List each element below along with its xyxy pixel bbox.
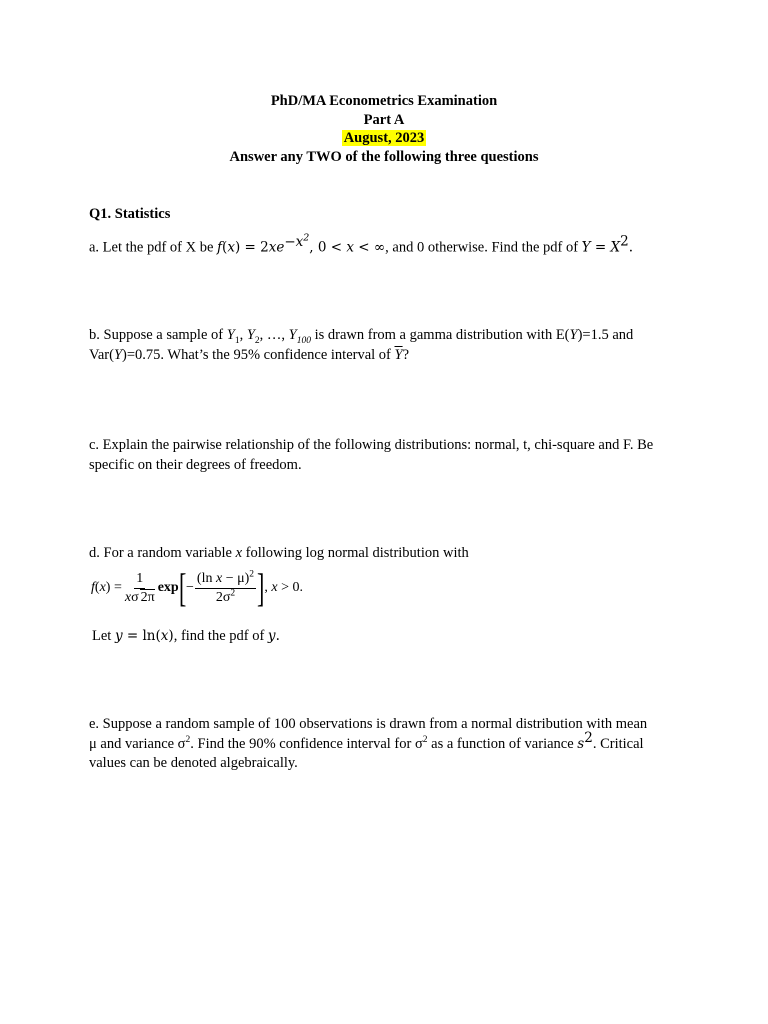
part-d-text-1: d. For a random variable xyxy=(89,545,236,561)
part-d-let: Let y = ln(x), find the pdf of y. xyxy=(92,628,280,644)
part-d-text-2: following log normal distribution with xyxy=(242,545,469,561)
part-d: d. For a random variable x following log normal distribution with xyxy=(89,545,469,561)
exam-date-line xyxy=(0,129,768,148)
part-d-let-text-1: Let xyxy=(92,628,115,644)
part-b-text-3: )=1.5 and xyxy=(577,327,634,343)
part-e-line-1: e. Suppose a random sample of 100 observations is drawn from a normal distribution with mean xyxy=(89,716,648,732)
part-b-text-1: b. Suppose a sample of xyxy=(89,327,227,343)
part-e: e. Suppose a random sample of 100 observations is drawn from a normal distribution with mean μ and variance $\sigma^2$. Find the 90% confidence interval for $\sigma^2$ as a function of variance $s^2$. Critical values can be denoted algebraically. xyxy=(89,716,648,771)
part-d-let-text-2: , find the pdf of xyxy=(173,628,268,644)
question-title: Q1. Statistics xyxy=(89,206,171,222)
part-a-text-2: , and 0 otherwise. Find the pdf of xyxy=(385,239,582,256)
part-b-text-5: )=0.75. What’s the 95% confidence interval of xyxy=(122,346,395,363)
part-e-line-3: values can be denoted algebraically. xyxy=(89,755,298,771)
exam-header xyxy=(0,92,768,166)
exam-title: PhD/MA Econometrics Examination xyxy=(270,93,498,109)
part-b-text-2: is drawn from a gamma distribution with E( xyxy=(310,327,570,343)
exam-date: August, 2023 xyxy=(343,130,425,146)
exam-instructions: Answer any TWO of the following three questions xyxy=(229,148,539,165)
part-c-line-2: specific on their degrees of freedom. xyxy=(89,456,302,473)
part-b-text-6: ? xyxy=(402,346,410,363)
part-e-text-2a: μ and variance σ xyxy=(89,735,186,752)
part-a: a. Let the pdf of X be $f(x) = 2xe^{-x^2}$, 0 < x < ∞, and 0 otherwise. Find the pdf of $Y = X^2$. xyxy=(89,232,634,256)
part-b: b. Suppose a sample of $Y_1$, $Y_2$, …, $Y_{100}$ is drawn from a gamma distribution with E(Y)=1.5 and Var(Y)=0.75. What’s the 95% confidence interval of $\overline{Y}$? xyxy=(89,327,634,363)
part-e-text-2d: . Critical xyxy=(592,735,644,752)
lognormal-formula: f ( x ) = $\frac{1}{x\sigma 2\pi}$ exp [ − $\frac{(\ln x - \mu)^2}{2\sigma^2}$ ] , x > 0. xyxy=(91,565,303,610)
part-c xyxy=(89,436,689,475)
pdf-expression: f xyxy=(217,239,223,256)
part-b-text-4: Var( xyxy=(89,346,114,363)
part-e-text-2c: as a function of variance xyxy=(427,735,578,752)
part-a-text-1: a. Let the pdf of X be xyxy=(89,239,218,256)
exam-part: Part A xyxy=(363,111,405,128)
part-e-text-2b: . Find the 90% confidence interval for σ xyxy=(190,735,423,752)
part-c-line-1: c. Explain the pairwise relationship of the following distributions: normal, t, chi-square and F. Be xyxy=(89,437,654,453)
